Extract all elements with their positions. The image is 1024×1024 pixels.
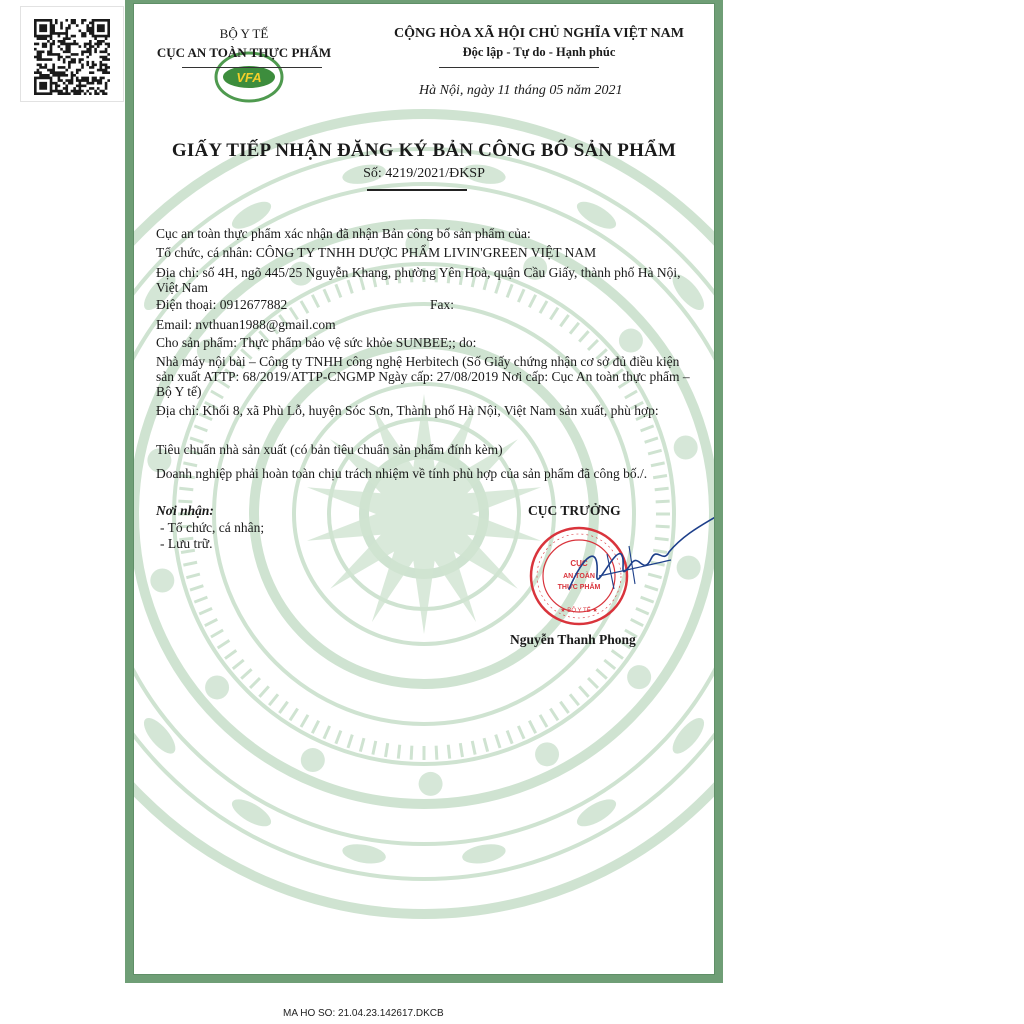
national-motto: Độc lập - Tự do - Hạnh phúc [462,45,616,59]
title-underline [367,189,467,191]
signer-name: Nguyễn Thanh Phong [510,632,636,647]
national-header [359,24,715,62]
ministry-block [134,24,354,62]
intro-line: Cục an toàn thực phẩm xác nhận đã nhận Bản công bố sản phẩm của: [156,226,531,241]
svg-text:THỰC PHẨM: THỰC PHẨM [557,584,601,591]
svg-text:★ BỘ Y TẾ ★: ★ BỘ Y TẾ ★ [560,608,598,614]
ministry-name: BỘ Y TẾ [219,26,269,41]
place-date: Hà Nội, ngày 11 tháng 05 năm 2021 [419,83,623,98]
address-line: Địa chỉ: số 4H, ngõ 445/25 Nguyễn Khang, phường Yên Hoà, quận Cầu Giấy, thành phố Hà Nội, Việt Nam [156,265,681,295]
manufacturer-line: Nhà máy nội bài – Công ty TNHH công nghệ Herbitech (Số Giấy chứng nhận cơ sở đủ điều kiện sản xuất ATTP: 68/2019/ATTP-CNGMP Ngày cấp: 27/08/2019 Nơi cấp: Cục An toàn thực phẩm – Bộ Y tế) [156,354,690,399]
qr-code-panel [20,6,124,102]
organization-line: Tổ chức, cá nhân: CÔNG TY TNHH DƯỢC PHẨM LIVIN'GREEN VIỆT NAM [156,245,597,260]
recipient-item: - Lưu trữ. [160,536,213,551]
svg-text:VFA: VFA [236,70,262,85]
motto-underline [439,67,599,68]
qr-code-icon [34,19,110,95]
document-page [133,3,715,975]
phone-line: Điện thoại: 0912677882 [156,297,288,312]
standard-line: Tiêu chuẩn nhà sản xuất (có bản tiêu chuẩn sản phẩm đính kèm) [156,442,503,457]
document-title: GIẤY TIẾP NHẬN ĐĂNG KÝ BẢN CÔNG BỐ SẢN PHẨM [171,140,677,161]
email-line: Email: nvthuan1988@gmail.com [156,317,336,332]
fax-line: Fax: [430,297,455,312]
manufacturer-address-line: Địa chỉ: Khối 8, xã Phù Lỗ, huyện Sóc Sơn, Thành phố Hà Nội, Việt Nam sản xuất, phù hợp: [156,403,659,418]
agency-name: CỤC AN TOÀN THỰC PHẨM [156,45,332,60]
handwritten-signature [559,514,715,604]
product-line: Cho sản phẩm: Thực phẩm bảo vệ sức khỏe SUNBEE;; do: [156,335,477,350]
ministry-underline [182,67,322,68]
document-frame [125,0,723,983]
svg-text:AN TOÀN: AN TOÀN [563,573,595,580]
recipients-label: Nơi nhận: [156,503,214,518]
nation-name: CỘNG HÒA XÃ HỘI CHỦ NGHĨA VIỆT NAM [393,26,684,41]
drum-pattern-watermark [133,44,715,975]
recipient-item: - Tổ chức, cá nhân; [160,520,265,535]
file-code-footer: MA HO SO: 21.04.23.142617.DKCB [283,1008,444,1019]
svg-text:CỤC: CỤC [570,559,588,568]
signer-role: CỤC TRƯỞNG [528,503,621,518]
document-number: Số: 4219/2021/ĐKSP [363,166,485,181]
responsibility-line: Doanh nghiệp phải hoàn toàn chịu trách nhiệm về tính phù hợp của sản phẩm đã công bố./. [156,466,648,481]
